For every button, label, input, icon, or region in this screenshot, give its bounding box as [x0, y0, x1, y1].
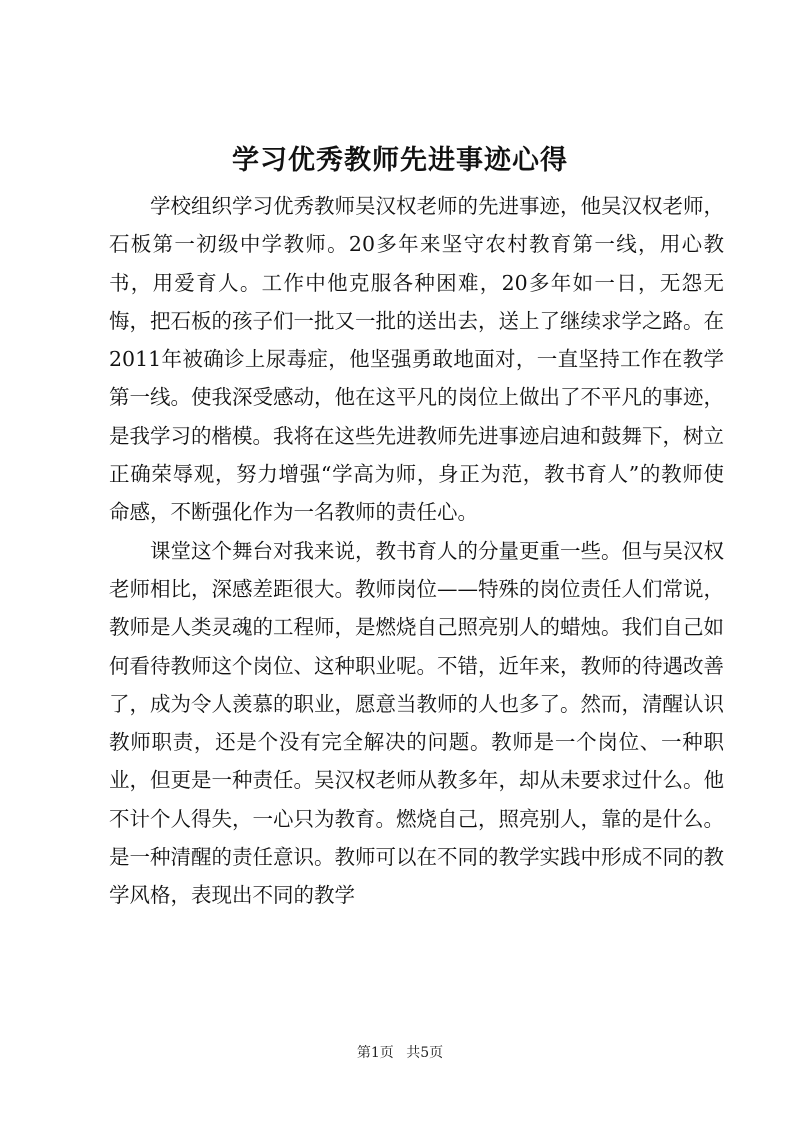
page-footer	[0, 1043, 800, 1063]
document-body	[109, 187, 724, 915]
page-number: 第1页	[356, 1045, 394, 1061]
total-pages: 共5页	[406, 1045, 444, 1061]
body-paragraph-2: 课堂这个舞台对我来说，教书育人的分量更重一些。但与吴汉权老师相比，深感差距很大。教师岗位——特殊的岗位责任人们常说，教师是人类灵魂的工程师，是燃烧自己照亮别人的蜡烛。我们自己如何看待教师这个岗位、这种职业呢。不错，近年来，教师的待遇改善了，成为令人羡慕的职业，愿意当教师的人也多了。然而，清醒认识教师职责，还是个没有完全解决的问题。教师是一个岗位、一种职业，但更是一种责任。吴汉权老师从教多年，却从未要求过什么。他不计个人得失，一心只为教育。燃烧自己，照亮别人，靠的是什么。是一种清醒的责任意识。教师可以在不同的教学实践中形成不同的教学风格，表现出不同的教学	[109, 538, 724, 908]
body-paragraph-1: 学校组织学习优秀教师吴汉权老师的先进事迹，他吴汉权老师，石板第一初级中学教师。20多年来坚守农村教育第一线，用心教书，用爱育人。工作中他克服各种困难，20多年如一日，无怨无悔，把石板的孩子们一批又一批的送出去，送上了继续求学之路。在2011年被确诊上尿毒症，他坚强勇敢地面对，一直坚持工作在教学第一线。使我深受感动，他在这平凡的岗位上做出了不平凡的事迹，是我学习的楷模。我将在这些先进教师先进事迹启迪和鼓舞下，树立正确荣辱观，努力增强“学高为师，身正为范，教书育人”的教师使命感，不断强化作为一名教师的责任心。	[109, 194, 724, 525]
document-title: 学习优秀教师先进事迹心得	[232, 145, 568, 176]
